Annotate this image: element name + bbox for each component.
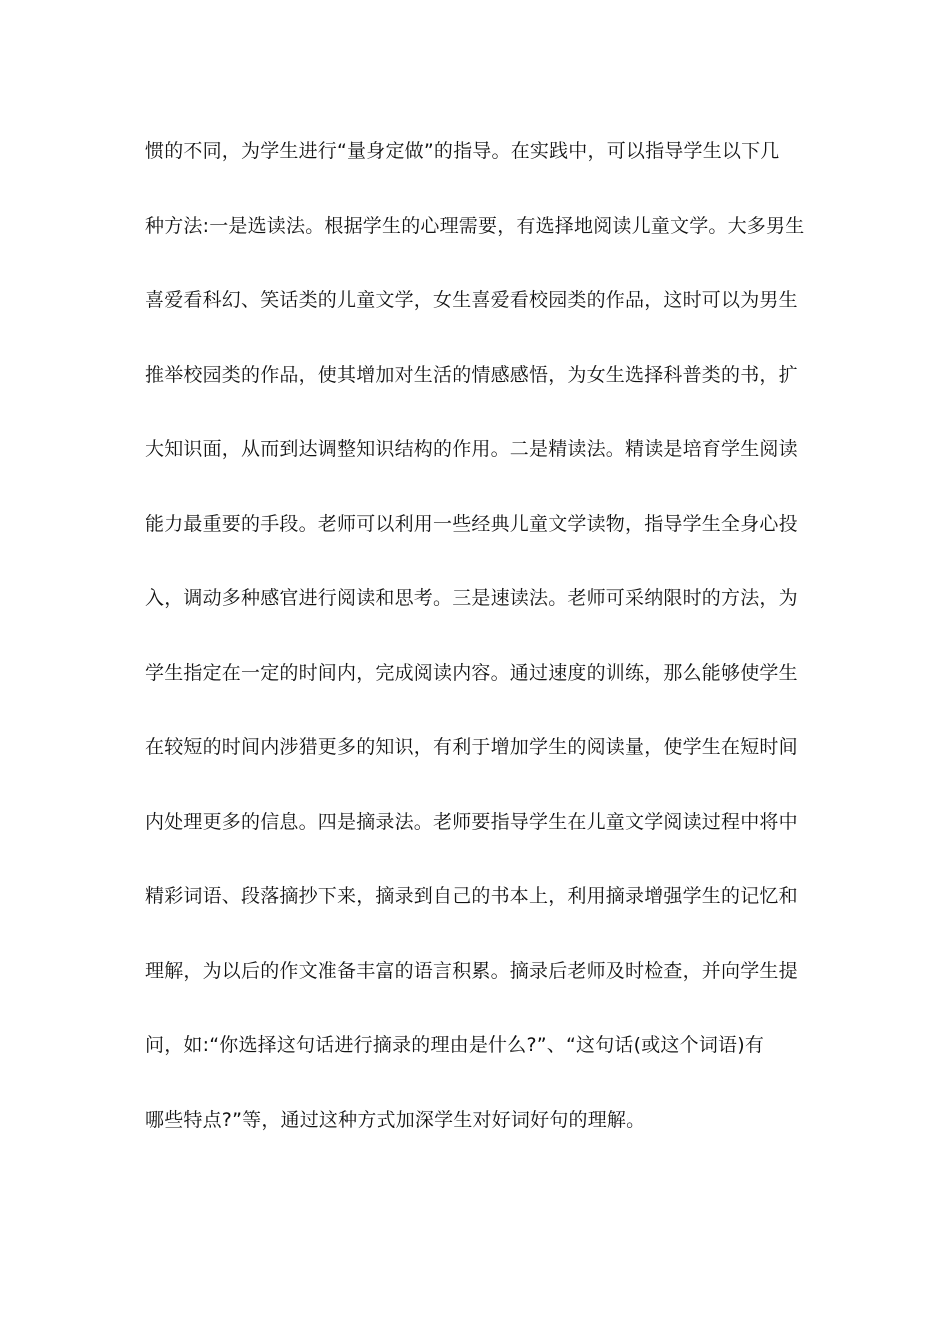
text-line: 入，调动多种感官进行阅读和思考。三是速读法。老师可采纳限时的方法，为 [145,587,798,609]
text-line: 问，如:“你选择这句话进行摘录的理由是什么?”、“这句话(或这个词语)有 [145,1034,765,1056]
text-line: 种方法:一是选读法。根据学生的心理需要，有选择地阅读儿童文学。大多男生 [145,214,805,237]
body-text [145,131,815,1174]
text-line: 理解，为以后的作文准备丰富的语言积累。摘录后老师及时检查，并向学生提 [145,959,798,982]
text-line: 在较短的时间内涉猎更多的知识，有利于增加学生的阅读量，使学生在短时间 [145,736,798,758]
text-line: 哪些特点?”等，通过这种方式加深学生对好词好句的理解。 [145,1108,646,1131]
text-line: 能力最重要的手段。老师可以利用一些经典儿童文学读物，指导学生全身心投 [145,512,798,535]
text-line: 大知识面，从而到达调整知识结构的作用。二是精读法。精读是培育学生阅读 [145,438,798,460]
text-line: 精彩词语、段落摘抄下来，摘录到自己的书本上，利用摘录增强学生的记忆和 [145,885,798,907]
text-line: 推举校园类的作品，使其增加对生活的情感感悟，为女生选择科普类的书，扩 [145,363,798,386]
text-line: 惯的不同，为学生进行“量身定做”的指导。在实践中，可以指导学生以下几 [145,140,780,162]
text-line: 内处理更多的信息。四是摘录法。老师要指导学生在儿童文学阅读过程中将中 [145,810,798,833]
text-line: 学生指定在一定的时间内，完成阅读内容。通过速度的训练，那么能够使学生 [145,661,798,684]
text-line: 喜爱看科幻、笑话类的儿童文学，女生喜爱看校园类的作品，这时可以为男生 [145,289,798,311]
